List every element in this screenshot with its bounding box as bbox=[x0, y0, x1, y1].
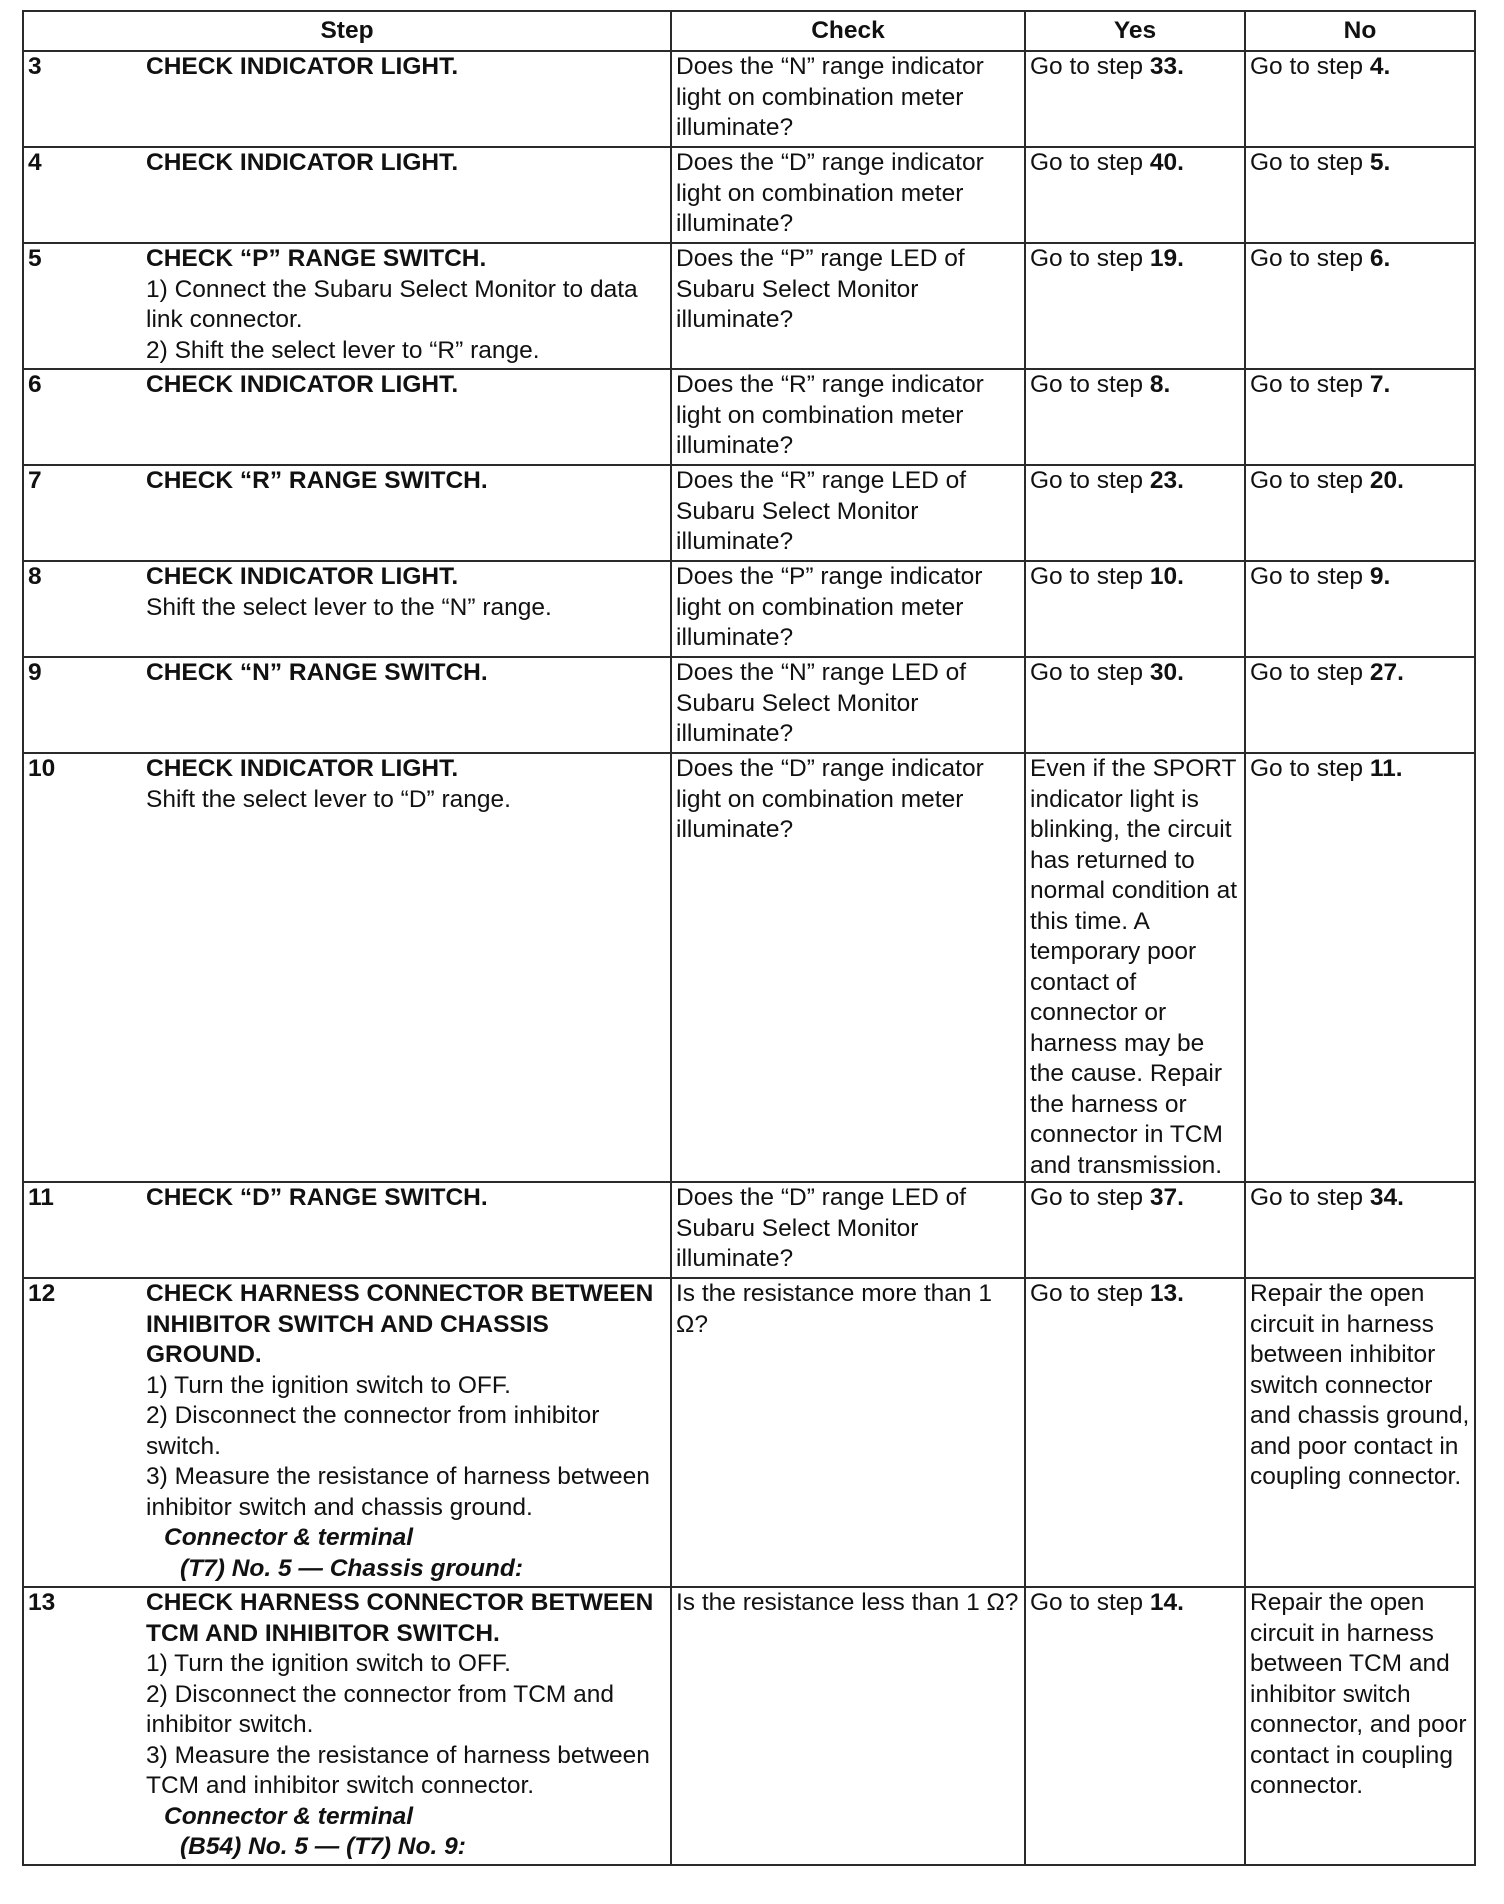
no-step-link: 20. bbox=[1369, 467, 1404, 494]
yes-step-link: 23. bbox=[1149, 467, 1184, 494]
step-cell bbox=[23, 1278, 671, 1587]
step-instruction: Shift the select lever to “D” range. bbox=[146, 785, 511, 813]
header-check: Check bbox=[671, 11, 1025, 51]
step-title: CHECK “D” RANGE SWITCH. bbox=[146, 1184, 488, 1211]
yes-prefix: Go to step bbox=[1030, 563, 1150, 590]
step-number: 6 bbox=[28, 371, 42, 398]
step-number: 11 bbox=[28, 1184, 54, 1211]
yes-prefix: Go to step bbox=[1030, 245, 1150, 272]
no-step-link: 11. bbox=[1369, 755, 1403, 782]
no-cell: Repair the open circuit in harness between TCM and inhibitor switch connector, and poor contact in coupling connector. bbox=[1245, 1587, 1475, 1865]
yes-step-link: 37. bbox=[1149, 1184, 1184, 1211]
yes-prefix: Go to step bbox=[1030, 149, 1150, 176]
no-prefix: Go to step bbox=[1250, 563, 1370, 590]
no-cell bbox=[1245, 561, 1475, 657]
yes-cell bbox=[1025, 561, 1245, 657]
header-yes: Yes bbox=[1025, 11, 1245, 51]
yes-cell bbox=[1025, 243, 1245, 369]
table-row bbox=[23, 243, 1475, 369]
no-cell: Repair the open circuit in harness between inhibitor switch connector and chassis ground, and poor contact in coupling connector. bbox=[1245, 1278, 1475, 1587]
step-title: CHECK “P” RANGE SWITCH. bbox=[146, 245, 487, 272]
check-cell: Is the resistance less than 1 Ω? bbox=[671, 1587, 1025, 1865]
no-cell bbox=[1245, 51, 1475, 147]
step-number: 4 bbox=[28, 149, 42, 176]
step-cell bbox=[23, 1182, 671, 1278]
no-step-link: 5. bbox=[1369, 149, 1391, 176]
yes-prefix: Go to step bbox=[1030, 1184, 1150, 1211]
step-instruction: 3) Measure the resistance of harness between inhibitor switch and chassis ground. bbox=[146, 1463, 650, 1521]
yes-cell bbox=[1025, 657, 1245, 753]
yes-cell: Even if the SPORT indicator light is blinking, the circuit has returned to normal condition at this time. A temporary poor contact of connector or harness may be the cause. Repair the harness or connector in TCM and transmission. bbox=[1025, 753, 1245, 1182]
step-instruction: Shift the select lever to the “N” range. bbox=[146, 593, 552, 621]
step-instruction: 2) Disconnect the connector from inhibitor switch. bbox=[146, 1402, 600, 1460]
table-row bbox=[23, 51, 1475, 147]
yes-prefix: Go to step bbox=[1030, 467, 1150, 494]
step-number: 13 bbox=[28, 1589, 56, 1616]
no-step-link: 7. bbox=[1369, 371, 1391, 398]
no-step-link: 9. bbox=[1369, 563, 1391, 590]
yes-cell bbox=[1025, 51, 1245, 147]
no-step-link: 6. bbox=[1369, 245, 1391, 272]
step-cell bbox=[23, 147, 671, 243]
check-cell: Does the “R” range LED of Subaru Select Monitor illuminate? bbox=[671, 465, 1025, 561]
step-number: 5 bbox=[28, 245, 42, 272]
no-cell bbox=[1245, 1182, 1475, 1278]
yes-step-link: 13. bbox=[1149, 1280, 1184, 1307]
no-cell bbox=[1245, 465, 1475, 561]
connector-terminal-value: (B54) No. 5 — (T7) No. 9: bbox=[180, 1833, 466, 1860]
step-instruction: 1) Connect the Subaru Select Monitor to data link connector. bbox=[146, 275, 638, 333]
check-cell: Does the “D” range LED of Subaru Select Monitor illuminate? bbox=[671, 1182, 1025, 1278]
table-row bbox=[23, 657, 1475, 753]
yes-prefix: Go to step bbox=[1030, 1589, 1150, 1616]
step-instruction: 1) Turn the ignition switch to OFF. bbox=[146, 1650, 511, 1677]
step-number: 7 bbox=[28, 467, 42, 494]
check-cell: Does the “N” range LED of Subaru Select Monitor illuminate? bbox=[671, 657, 1025, 753]
step-title: CHECK INDICATOR LIGHT. bbox=[146, 563, 459, 590]
yes-step-link: 10. bbox=[1149, 563, 1184, 590]
table-row bbox=[23, 147, 1475, 243]
step-title: CHECK HARNESS CONNECTOR BETWEEN INHIBITOR SWITCH AND CHASSIS GROUND. bbox=[146, 1280, 654, 1368]
yes-step-link: 19. bbox=[1149, 245, 1184, 272]
table-row bbox=[23, 1587, 1475, 1865]
step-cell bbox=[23, 369, 671, 465]
table-row bbox=[23, 1278, 1475, 1587]
yes-prefix: Go to step bbox=[1030, 371, 1150, 398]
step-cell bbox=[23, 753, 671, 1182]
check-cell: Does the “P” range LED of Subaru Select Monitor illuminate? bbox=[671, 243, 1025, 369]
connector-label: Connector & terminal bbox=[164, 1802, 414, 1830]
step-number: 10 bbox=[28, 755, 56, 782]
yes-cell bbox=[1025, 1587, 1245, 1865]
no-prefix: Go to step bbox=[1250, 1184, 1370, 1211]
yes-cell bbox=[1025, 369, 1245, 465]
check-cell: Does the “P” range indicator light on combination meter illuminate? bbox=[671, 561, 1025, 657]
header-step: Step bbox=[23, 11, 671, 51]
no-step-link: 34. bbox=[1369, 1184, 1404, 1211]
step-title: CHECK INDICATOR LIGHT. bbox=[146, 755, 459, 782]
no-cell bbox=[1245, 147, 1475, 243]
no-prefix: Go to step bbox=[1250, 371, 1370, 398]
step-instruction: 2) Shift the select lever to “R” range. bbox=[146, 336, 540, 364]
check-cell: Does the “N” range indicator light on combination meter illuminate? bbox=[671, 51, 1025, 147]
yes-cell bbox=[1025, 1278, 1245, 1587]
check-cell: Does the “D” range indicator light on combination meter illuminate? bbox=[671, 753, 1025, 1182]
step-cell bbox=[23, 243, 671, 369]
diagnostic-procedure-table bbox=[22, 10, 1476, 1866]
yes-prefix: Go to step bbox=[1030, 53, 1150, 80]
step-cell bbox=[23, 561, 671, 657]
table-row bbox=[23, 465, 1475, 561]
yes-prefix: Go to step bbox=[1030, 659, 1150, 686]
step-number: 8 bbox=[28, 563, 42, 590]
step-instruction: 1) Turn the ignition switch to OFF. bbox=[146, 1371, 511, 1399]
check-cell: Is the resistance more than 1 Ω? bbox=[671, 1278, 1025, 1587]
step-title: CHECK INDICATOR LIGHT. bbox=[146, 371, 459, 398]
no-cell bbox=[1245, 657, 1475, 753]
yes-step-link: 33. bbox=[1149, 53, 1184, 80]
step-title: CHECK INDICATOR LIGHT. bbox=[146, 53, 459, 80]
yes-cell bbox=[1025, 147, 1245, 243]
step-cell bbox=[23, 465, 671, 561]
check-cell: Does the “R” range indicator light on combination meter illuminate? bbox=[671, 369, 1025, 465]
connector-label: Connector & terminal bbox=[164, 1524, 414, 1551]
table-row bbox=[23, 1182, 1475, 1278]
no-prefix: Go to step bbox=[1250, 53, 1370, 80]
table-row bbox=[23, 561, 1475, 657]
step-number: 9 bbox=[28, 659, 42, 686]
yes-prefix: Go to step bbox=[1030, 1280, 1150, 1307]
header-no: No bbox=[1245, 11, 1475, 51]
no-cell bbox=[1245, 753, 1475, 1182]
yes-cell bbox=[1025, 465, 1245, 561]
no-prefix: Go to step bbox=[1250, 467, 1370, 494]
step-cell bbox=[23, 657, 671, 753]
step-title: CHECK “N” RANGE SWITCH. bbox=[146, 659, 488, 686]
no-prefix: Go to step bbox=[1250, 659, 1370, 686]
no-cell bbox=[1245, 243, 1475, 369]
step-title: CHECK HARNESS CONNECTOR BETWEEN TCM AND INHIBITOR SWITCH. bbox=[146, 1589, 654, 1647]
no-prefix: Go to step bbox=[1250, 149, 1370, 176]
yes-step-link: 8. bbox=[1149, 371, 1171, 398]
step-number: 12 bbox=[28, 1280, 56, 1307]
yes-step-link: 30. bbox=[1149, 659, 1184, 686]
no-step-link: 4. bbox=[1369, 53, 1391, 80]
step-cell bbox=[23, 51, 671, 147]
yes-cell bbox=[1025, 1182, 1245, 1278]
table-row bbox=[23, 369, 1475, 465]
step-title: CHECK INDICATOR LIGHT. bbox=[146, 149, 459, 176]
connector-terminal-value: (T7) No. 5 — Chassis ground: bbox=[180, 1554, 524, 1582]
check-cell: Does the “D” range indicator light on combination meter illuminate? bbox=[671, 147, 1025, 243]
step-title: CHECK “R” RANGE SWITCH. bbox=[146, 467, 488, 494]
no-prefix: Go to step bbox=[1250, 245, 1370, 272]
step-cell bbox=[23, 1587, 671, 1865]
step-instruction: 2) Disconnect the connector from TCM and inhibitor switch. bbox=[146, 1680, 614, 1738]
header-row bbox=[23, 11, 1475, 51]
yes-step-link: 40. bbox=[1149, 149, 1184, 176]
no-cell bbox=[1245, 369, 1475, 465]
no-step-link: 27. bbox=[1369, 659, 1404, 686]
no-prefix: Go to step bbox=[1250, 755, 1370, 782]
table-row bbox=[23, 753, 1475, 1182]
yes-step-link: 14. bbox=[1149, 1589, 1184, 1616]
step-number: 3 bbox=[28, 53, 42, 80]
step-instruction: 3) Measure the resistance of harness between TCM and inhibitor switch connector. bbox=[146, 1741, 650, 1799]
